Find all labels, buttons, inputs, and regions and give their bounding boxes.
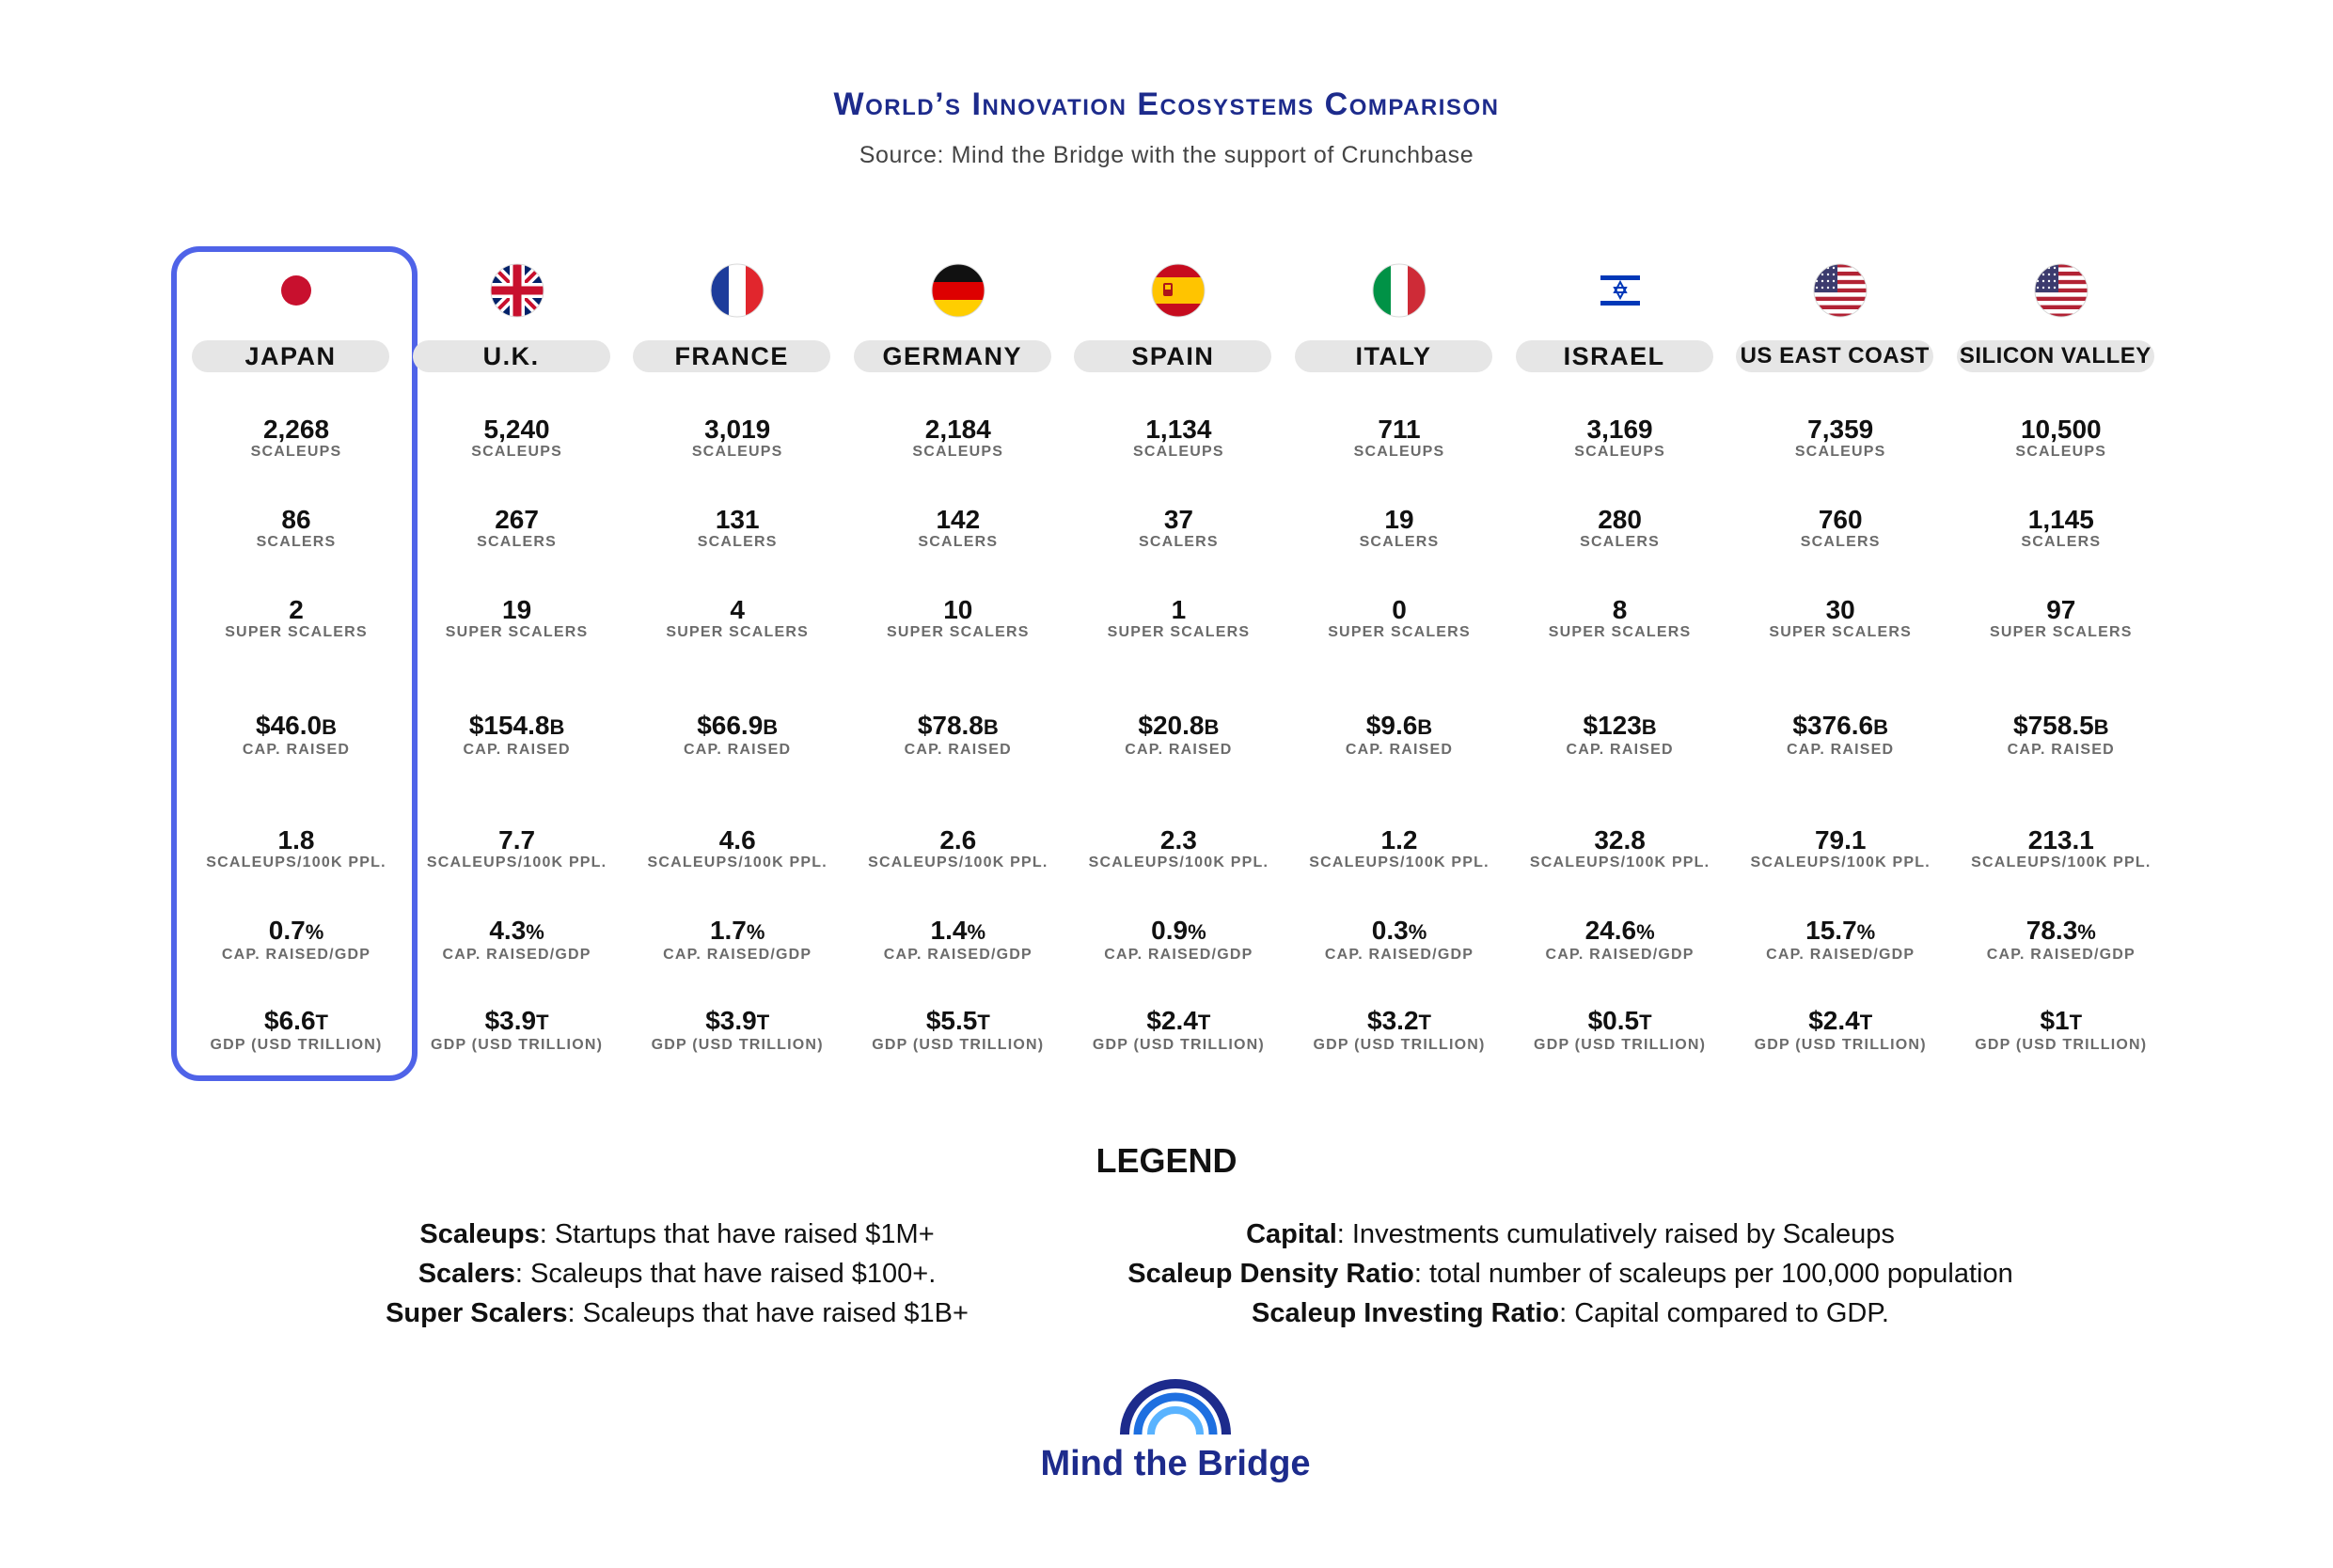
- legend-item: [1072, 1294, 2069, 1333]
- metric-ratio: [627, 917, 847, 964]
- legend-term: Capital: [1246, 1219, 1337, 1249]
- metric-gdp: [1068, 1007, 1288, 1054]
- metric-unit: T: [315, 1011, 328, 1034]
- legend-item: [1072, 1215, 2069, 1254]
- metric-scaleups: [1510, 416, 1730, 461]
- metric-label: CAP. RAISED/GDP: [1104, 947, 1253, 963]
- metric-label: SUPER SCALERS: [445, 624, 589, 640]
- legend-desc: : Investments cumulatively raised by Scaleups: [1336, 1219, 1895, 1249]
- metric-label: GDP (USD TRILLION): [1754, 1037, 1927, 1053]
- metric-scalers: [1289, 506, 1509, 551]
- metric-value: 3,169: [1586, 415, 1653, 444]
- metric-unit: B: [983, 715, 999, 739]
- metric-density: [848, 826, 1068, 871]
- metric-value: 1,134: [1145, 415, 1212, 444]
- metric-value: 5,240: [483, 415, 550, 444]
- metric-label: SCALEUPS/100K PPL.: [647, 855, 828, 870]
- metric-label: CAP. RAISED/GDP: [1766, 947, 1915, 963]
- metric-density: [1510, 826, 1730, 871]
- japan-flag-icon: [269, 263, 323, 318]
- metric-value: 2,184: [924, 415, 991, 444]
- metric-value: 1.8: [277, 825, 315, 855]
- metric-super-scalers: [1951, 596, 2171, 641]
- metric-value: 24.6%: [1584, 916, 1655, 945]
- metric-value: 2.3: [1159, 825, 1197, 855]
- metric-density: [186, 826, 406, 871]
- metric-super-scalers: [186, 596, 406, 641]
- metric-value: $376.6B: [1792, 711, 1888, 740]
- metric-value: $123B: [1583, 711, 1657, 740]
- metric-super-scalers: [1730, 596, 1950, 641]
- legend-item: [320, 1294, 1034, 1333]
- logo: [1034, 1372, 1316, 1495]
- metric-label: SCALEUPS/100K PPL.: [206, 855, 386, 870]
- metric-gdp: [407, 1007, 627, 1054]
- ecosystem-name: FRANCE: [633, 340, 830, 372]
- metric-value: 30: [1825, 595, 1855, 624]
- legend-desc: : Scaleups that have raised $100+.: [514, 1259, 937, 1289]
- metric-scaleups: [627, 416, 847, 461]
- metric-label: SCALEUPS: [1353, 444, 1445, 460]
- ecosystem-name: GERMANY: [854, 340, 1051, 372]
- legend-term: Scaleup Investing Ratio: [1251, 1298, 1560, 1328]
- metric-value: 0.9%: [1151, 916, 1206, 945]
- metric-value: 10,500: [2020, 415, 2102, 444]
- metric-ratio: [1730, 917, 1950, 964]
- metric-density: [407, 826, 627, 871]
- metric-value: $6.6T: [264, 1006, 328, 1035]
- metric-unit: B: [1204, 715, 1220, 739]
- metric-value: 19: [1384, 505, 1414, 534]
- metric-ratio: [1289, 917, 1509, 964]
- metric-scaleups: [1068, 416, 1288, 461]
- metric-value: 15.7%: [1805, 916, 1876, 945]
- metric-value: 3,019: [704, 415, 771, 444]
- metric-label: GDP (USD TRILLION): [872, 1037, 1045, 1053]
- metric-label: SCALEUPS/100K PPL.: [1971, 855, 2152, 870]
- metric-unit: T: [756, 1011, 770, 1034]
- metric-value: $3.9T: [705, 1006, 770, 1035]
- metric-label: SUPER SCALERS: [886, 624, 1030, 640]
- metric-value: 142: [936, 505, 981, 534]
- legend-item: [320, 1254, 1034, 1294]
- metric-value: 4: [730, 595, 745, 624]
- metric-density: [1068, 826, 1288, 871]
- metric-label: SCALEUPS/100K PPL.: [1309, 855, 1490, 870]
- metric-gdp: [1510, 1007, 1730, 1054]
- metric-ratio: [407, 917, 627, 964]
- metric-label: CAP. RAISED/GDP: [221, 947, 371, 963]
- metric-label: SCALEUPS: [1574, 444, 1665, 460]
- metric-cap-raised: [186, 712, 406, 759]
- metric-label: SCALEUPS: [250, 444, 342, 460]
- metric-value: $78.8B: [917, 711, 999, 740]
- legend-term: Scaleup Density Ratio: [1127, 1259, 1414, 1289]
- metric-value: 32.8: [1594, 825, 1646, 855]
- metric-value: 1.4%: [930, 916, 986, 945]
- metric-unit: T: [1418, 1011, 1431, 1034]
- metric-label: CAP. RAISED/GDP: [442, 947, 591, 963]
- metric-scaleups: [407, 416, 627, 461]
- legend-left: [320, 1215, 1034, 1333]
- metric-value: 7.7: [498, 825, 536, 855]
- metric-unit: %: [305, 920, 324, 944]
- metric-unit: B: [763, 715, 779, 739]
- metric-unit: %: [1856, 920, 1876, 944]
- metric-value: 711: [1378, 415, 1421, 444]
- metric-label: SCALERS: [1800, 534, 1881, 550]
- metric-scalers: [1068, 506, 1288, 551]
- metric-value: 4.6: [718, 825, 756, 855]
- metric-unit: %: [1636, 920, 1655, 944]
- metric-value: 4.3%: [489, 916, 544, 945]
- metric-label: CAP. RAISED/GDP: [663, 947, 812, 963]
- metric-ratio: [186, 917, 406, 964]
- metric-unit: T: [1197, 1011, 1211, 1034]
- metric-value: $5.5T: [925, 1006, 990, 1035]
- legend-item: [1072, 1254, 2069, 1294]
- metric-unit: %: [2077, 920, 2096, 944]
- metric-cap-raised: [1510, 712, 1730, 759]
- metric-density: [1289, 826, 1509, 871]
- metric-value: $20.8B: [1138, 711, 1220, 740]
- metric-value: 267: [495, 505, 539, 534]
- metric-label: SUPER SCALERS: [225, 624, 368, 640]
- metric-scalers: [407, 506, 627, 551]
- metric-value: 760: [1818, 505, 1863, 534]
- metric-value: $9.6B: [1365, 711, 1433, 740]
- metric-label: CAP. RAISED/GDP: [883, 947, 1033, 963]
- metric-value: $758.5B: [2013, 711, 2109, 740]
- metric-value: 213.1: [2027, 825, 2094, 855]
- metric-gdp: [1951, 1007, 2171, 1054]
- metric-gdp: [1289, 1007, 1509, 1054]
- metric-gdp: [848, 1007, 1068, 1054]
- metric-value: $2.4T: [1808, 1006, 1873, 1035]
- legend-desc: : Startups that have raised $1M+: [539, 1219, 935, 1249]
- metric-unit: %: [526, 920, 544, 944]
- metric-unit: B: [1641, 715, 1657, 739]
- metric-label: GDP (USD TRILLION): [431, 1037, 604, 1053]
- metric-scalers: [1730, 506, 1950, 551]
- metric-value: $2.4T: [1146, 1006, 1211, 1035]
- metric-label: GDP (USD TRILLION): [1534, 1037, 1707, 1053]
- metric-value: 86: [281, 505, 311, 534]
- uk-flag-icon: [490, 263, 544, 318]
- metric-label: SCALEUPS: [691, 444, 783, 460]
- metric-ratio: [1510, 917, 1730, 964]
- metric-value: 2,268: [262, 415, 330, 444]
- metric-super-scalers: [1289, 596, 1509, 641]
- metric-unit: T: [1859, 1011, 1873, 1034]
- metric-label: SCALERS: [477, 534, 558, 550]
- metric-unit: %: [967, 920, 986, 944]
- metric-unit: B: [322, 715, 337, 739]
- legend-title: LEGEND: [1096, 1141, 1237, 1180]
- metric-unit: B: [1417, 715, 1433, 739]
- metric-scaleups: [848, 416, 1068, 461]
- metric-label: CAP. RAISED: [684, 742, 792, 758]
- metric-label: SUPER SCALERS: [666, 624, 809, 640]
- ecosystem-name: US EAST COAST: [1736, 340, 1933, 372]
- metric-cap-raised: [848, 712, 1068, 759]
- metric-cap-raised: [1951, 712, 2171, 759]
- metric-label: SUPER SCALERS: [1989, 624, 2133, 640]
- legend-right: [1072, 1215, 2069, 1333]
- metric-label: CAP. RAISED: [1125, 742, 1233, 758]
- ecosystem-name: SILICON VALLEY: [1957, 340, 2154, 372]
- metric-gdp: [627, 1007, 847, 1054]
- israel-flag-icon: [1593, 263, 1647, 318]
- usa-flag-icon: [1813, 263, 1868, 318]
- metric-label: SCALERS: [697, 534, 778, 550]
- metric-unit: %: [746, 920, 765, 944]
- metric-value: 10: [943, 595, 973, 624]
- metric-scaleups: [1730, 416, 1950, 461]
- metric-label: SCALEUPS: [1133, 444, 1224, 460]
- metric-cap-raised: [1730, 712, 1950, 759]
- legend-term: Scaleups: [419, 1219, 540, 1249]
- metric-unit: T: [1639, 1011, 1652, 1034]
- metric-value: 19: [502, 595, 532, 624]
- metric-value: 280: [1598, 505, 1642, 534]
- metric-label: SCALEUPS: [1794, 444, 1886, 460]
- usa-flag-icon: [2034, 263, 2089, 318]
- metric-label: GDP (USD TRILLION): [210, 1037, 383, 1053]
- metric-super-scalers: [407, 596, 627, 641]
- metric-value: 97: [2046, 595, 2076, 624]
- metric-value: 1.2: [1380, 825, 1418, 855]
- metric-unit: %: [1408, 920, 1427, 944]
- metric-label: SCALEUPS: [2015, 444, 2107, 460]
- metric-label: CAP. RAISED: [1566, 742, 1674, 758]
- metric-value: 37: [1163, 505, 1193, 534]
- metric-value: $46.0B: [256, 711, 337, 740]
- legend-desc: : Capital compared to GDP.: [1559, 1298, 1889, 1328]
- metric-unit: B: [549, 715, 565, 739]
- legend-desc: : total number of scaleups per 100,000 population: [1413, 1259, 2013, 1289]
- metric-label: SCALEUPS: [912, 444, 1004, 460]
- metric-label: CAP. RAISED: [1787, 742, 1895, 758]
- ecosystem-name: U.K.: [413, 340, 610, 372]
- metric-super-scalers: [1068, 596, 1288, 641]
- ecosystem-name: ISRAEL: [1516, 340, 1713, 372]
- metric-density: [627, 826, 847, 871]
- metric-value: 1: [1171, 595, 1187, 624]
- metric-ratio: [848, 917, 1068, 964]
- metric-cap-raised: [627, 712, 847, 759]
- metric-label: SCALEUPS/100K PPL.: [868, 855, 1048, 870]
- metric-label: SCALEUPS: [471, 444, 562, 460]
- metric-value: 0.3%: [1371, 916, 1427, 945]
- metric-super-scalers: [848, 596, 1068, 641]
- metric-label: CAP. RAISED/GDP: [1545, 947, 1695, 963]
- germany-flag-icon: [931, 263, 985, 318]
- metric-label: SCALEUPS/100K PPL.: [1529, 855, 1710, 870]
- legend-desc: : Scaleups that have raised $1B+: [567, 1298, 969, 1328]
- metric-cap-raised: [1289, 712, 1509, 759]
- metric-label: CAP. RAISED: [2007, 742, 2115, 758]
- ecosystem-name: SPAIN: [1074, 340, 1271, 372]
- metric-label: SCALEUPS/100K PPL.: [426, 855, 607, 870]
- metric-label: CAP. RAISED: [1345, 742, 1454, 758]
- metric-label: CAP. RAISED/GDP: [1324, 947, 1474, 963]
- metric-scaleups: [1951, 416, 2171, 461]
- metric-scaleups: [1289, 416, 1509, 461]
- legend-item: [320, 1215, 1034, 1254]
- metric-scaleups: [186, 416, 406, 461]
- metric-value: 8: [1612, 595, 1628, 624]
- metric-label: SCALEUPS/100K PPL.: [1750, 855, 1931, 870]
- metric-label: SCALERS: [1580, 534, 1661, 550]
- metric-unit: %: [1188, 920, 1206, 944]
- metric-value: 2.6: [939, 825, 977, 855]
- ecosystem-name: JAPAN: [192, 340, 389, 372]
- metric-label: GDP (USD TRILLION): [651, 1037, 824, 1053]
- metric-scalers: [627, 506, 847, 551]
- metric-density: [1730, 826, 1950, 871]
- metric-label: CAP. RAISED: [463, 742, 571, 758]
- metric-label: SCALERS: [256, 534, 337, 550]
- metric-label: CAP. RAISED: [904, 742, 1012, 758]
- metric-label: SCALERS: [1359, 534, 1440, 550]
- metric-label: GDP (USD TRILLION): [1092, 1037, 1265, 1053]
- metric-unit: B: [1873, 715, 1888, 739]
- metric-super-scalers: [1510, 596, 1730, 641]
- chart-title: World’s Innovation Ecosystems Comparison: [833, 86, 1500, 122]
- metric-label: SUPER SCALERS: [1548, 624, 1692, 640]
- metric-unit: B: [2093, 715, 2109, 739]
- metric-value: $1T: [2040, 1006, 2083, 1035]
- metric-cap-raised: [1068, 712, 1288, 759]
- metric-value: $66.9B: [697, 711, 779, 740]
- metric-label: SUPER SCALERS: [1107, 624, 1251, 640]
- metric-label: SCALERS: [2021, 534, 2102, 550]
- metric-label: CAP. RAISED: [242, 742, 351, 758]
- metric-unit: T: [977, 1011, 990, 1034]
- metric-value: $3.9T: [484, 1006, 549, 1035]
- metric-value: 78.3%: [2026, 916, 2096, 945]
- metric-label: GDP (USD TRILLION): [1313, 1037, 1486, 1053]
- metric-cap-raised: [407, 712, 627, 759]
- metric-value: $154.8B: [468, 711, 565, 740]
- metric-value: 1,145: [2027, 505, 2094, 534]
- legend-term: Super Scalers: [386, 1298, 568, 1328]
- spain-flag-icon: [1151, 263, 1206, 318]
- metric-label: SCALEUPS/100K PPL.: [1088, 855, 1269, 870]
- metric-value: 2: [289, 595, 304, 624]
- metric-label: SUPER SCALERS: [1328, 624, 1471, 640]
- ecosystem-name: ITALY: [1295, 340, 1492, 372]
- metric-label: SCALERS: [918, 534, 999, 550]
- metric-label: SCALERS: [1138, 534, 1219, 550]
- logo-text: Mind the Bridge: [1040, 1444, 1311, 1483]
- metric-value: 131: [715, 505, 760, 534]
- metric-value: 7,359: [1807, 415, 1874, 444]
- chart-source: Source: Mind the Bridge with the support of Crunchbase: [859, 142, 1474, 168]
- metric-label: SUPER SCALERS: [1769, 624, 1912, 640]
- mind-the-bridge-arches-icon: [1119, 1372, 1232, 1438]
- metric-unit: T: [2069, 1011, 2083, 1034]
- metric-ratio: [1068, 917, 1288, 964]
- metric-value: 0.7%: [268, 916, 324, 945]
- metric-value: $0.5T: [1587, 1006, 1652, 1035]
- metric-value: 0: [1392, 595, 1407, 624]
- france-flag-icon: [710, 263, 765, 318]
- metric-gdp: [1730, 1007, 1950, 1054]
- metric-ratio: [1951, 917, 2171, 964]
- legend-term: Scalers: [418, 1259, 515, 1289]
- metric-gdp: [186, 1007, 406, 1054]
- metric-value: 79.1: [1814, 825, 1867, 855]
- metric-scalers: [186, 506, 406, 551]
- metric-scalers: [1951, 506, 2171, 551]
- metric-super-scalers: [627, 596, 847, 641]
- metric-value: 1.7%: [709, 916, 765, 945]
- metric-density: [1951, 826, 2171, 871]
- metric-scalers: [848, 506, 1068, 551]
- header: [0, 86, 2333, 169]
- metric-unit: T: [536, 1011, 549, 1034]
- metric-label: GDP (USD TRILLION): [1975, 1037, 2148, 1053]
- metric-label: CAP. RAISED/GDP: [1986, 947, 2136, 963]
- metric-value: $3.2T: [1367, 1006, 1431, 1035]
- italy-flag-icon: [1372, 263, 1427, 318]
- metric-scalers: [1510, 506, 1730, 551]
